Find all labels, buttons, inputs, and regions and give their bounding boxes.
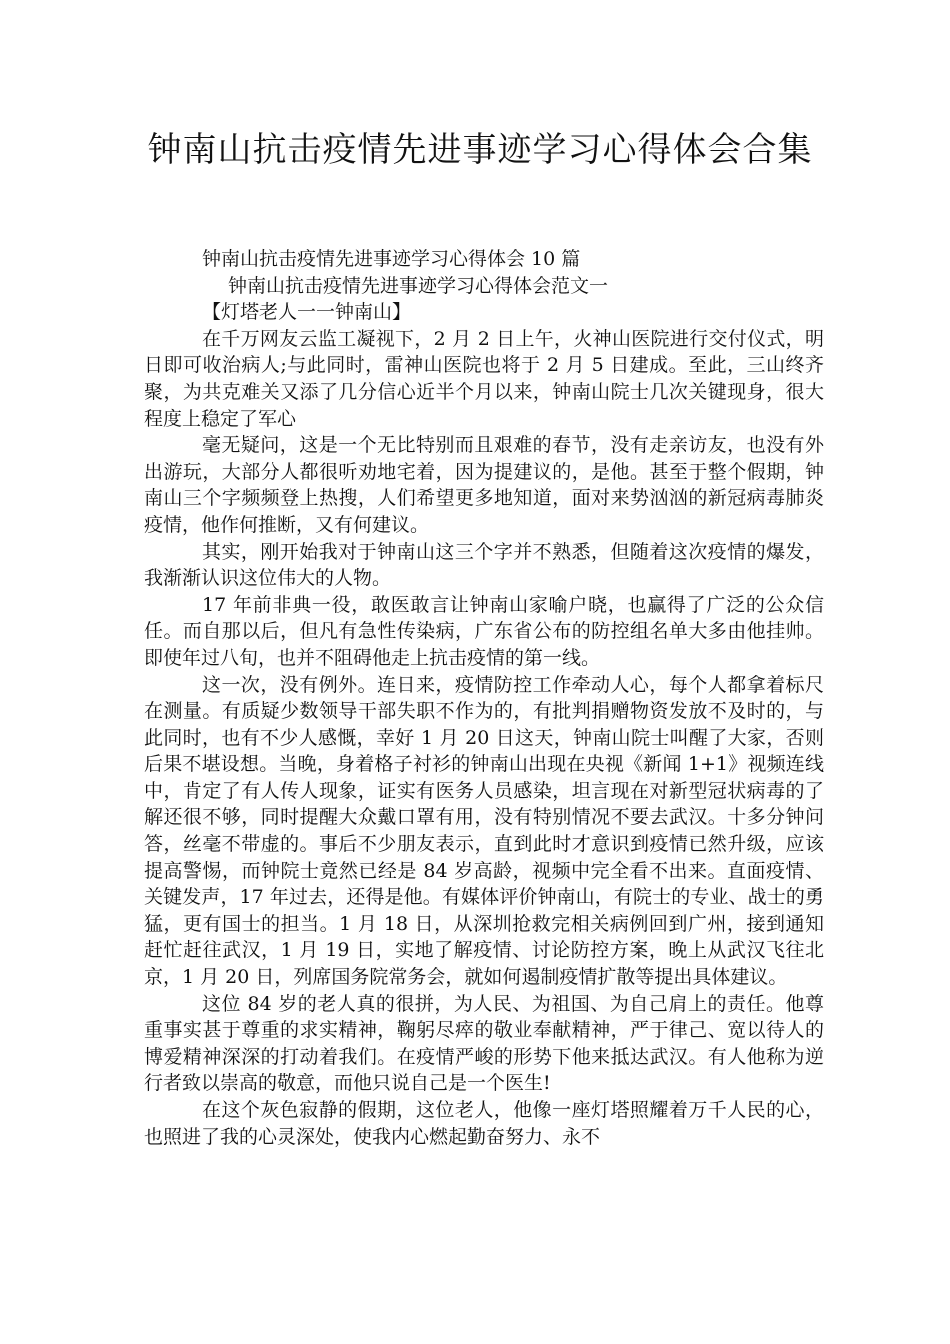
document-body (144, 246, 824, 1150)
section-heading: 【灯塔老人一一钟南山】 (202, 301, 412, 324)
body-paragraph: 17 年前非典一役，敢医敢言让钟南山家喻户晓，也赢得了广泛的公众信任。而自那以后，但凡有急性传染病，广东省公布的防控组名单大多由他挂帅。即使年过八旬，也并不阻碍他走上抗击疫情的第一线。 (144, 593, 824, 669)
document-subtitle: 钟南山抗击疫情先进事迹学习心得体会 10 篇 (202, 248, 581, 270)
essay-heading: 钟南山抗击疫情先进事迹学习心得体会范文一 (228, 274, 609, 297)
document-title: 钟南山抗击疫情先进事迹学习心得体会合集 (147, 130, 813, 170)
body-paragraph: 这位 84 岁的老人真的很拼，为人民、为祖国、为自己肩上的责任。他尊重事实甚于尊重的求实精神，鞠躬尽瘁的敬业奉献精神，严于律己、宽以待人的博爱精神深深的打动着我们。在疫情严峻的形势下他来抵达武汉。有人他称为逆行者致以崇高的敬意，而他只说自己是一个医生! (144, 992, 824, 1095)
body-paragraph: 毫无疑问，这是一个无比特别而且艰难的春节，没有走亲访友，也没有外出游玩，大部分人都很听劝地宅着，因为提建议的，是他。甚至于整个假期，钟南山三个字频频登上热搜，人们希望更多地知道，面对来势汹汹的新冠病毒肺炎疫情，他作何推断，又有何建议。 (144, 434, 824, 536)
body-paragraph: 这一次，没有例外。连日来，疫情防控工作牵动人心，每个人都拿着标尺在测量。有质疑少数领导干部失职不作为的，有批判捐赠物资发放不及时的，与此同时，也有不少人感慨，幸好 1 月 20 日这天，钟南山院士叫醒了大家，否则后果不堪设想。当晚，身着格子衬衫的钟南山出现在央视《新闻 1+1》视频连线中，肯定了有人传人现象，证实有医务人员感染，坦言现在对新型冠状病毒的了解还很不够，同时提醒大众戴口罩有用，没有特别情况不要去武汉。十多分钟问答，丝毫不带虚的。事后不少朋友表示，直到此时才意识到疫情已然升级，应该提高警惕，而钟院士竟然已经是 84 岁高龄，视频中完全看不出来。直面疫情、关键发声，17 年过去，还得是他。有媒体评价钟南山，有院士的专业、战士的勇猛，更有国士的担当。1 月 18 日，从深圳抢救完相关病例回到广州，接到通知赶忙赶往武汉，1 月 19 日，实地了解疫情、讨论防控方案，晚上从武汉飞往北京，1 月 20 日，列席国务院常务会，就如何遏制疫情扩散等提出具体建议。 (144, 673, 824, 989)
body-paragraph: 在这个灰色寂静的假期，这位老人，他像一座灯塔照耀着万千人民的心，也照进了我的心灵深处，使我内心燃起勤奋努力、永不 (144, 1099, 824, 1148)
body-paragraph: 其实，刚开始我对于钟南山这三个字并不熟悉，但随着这次疫情的爆发，我渐渐认识这位伟大的人物。 (144, 540, 824, 590)
body-paragraph: 在千万网友云监工凝视下，2 月 2 日上午，火神山医院进行交付仪式，明日即可收治病人;与此同时，雷神山医院也将于 2 月 5 日建成。至此，三山终齐聚，为共克难关又添了几分信心近半个月以来，钟南山院士几次关键现身，很大程度上稳定了军心 (144, 327, 824, 430)
